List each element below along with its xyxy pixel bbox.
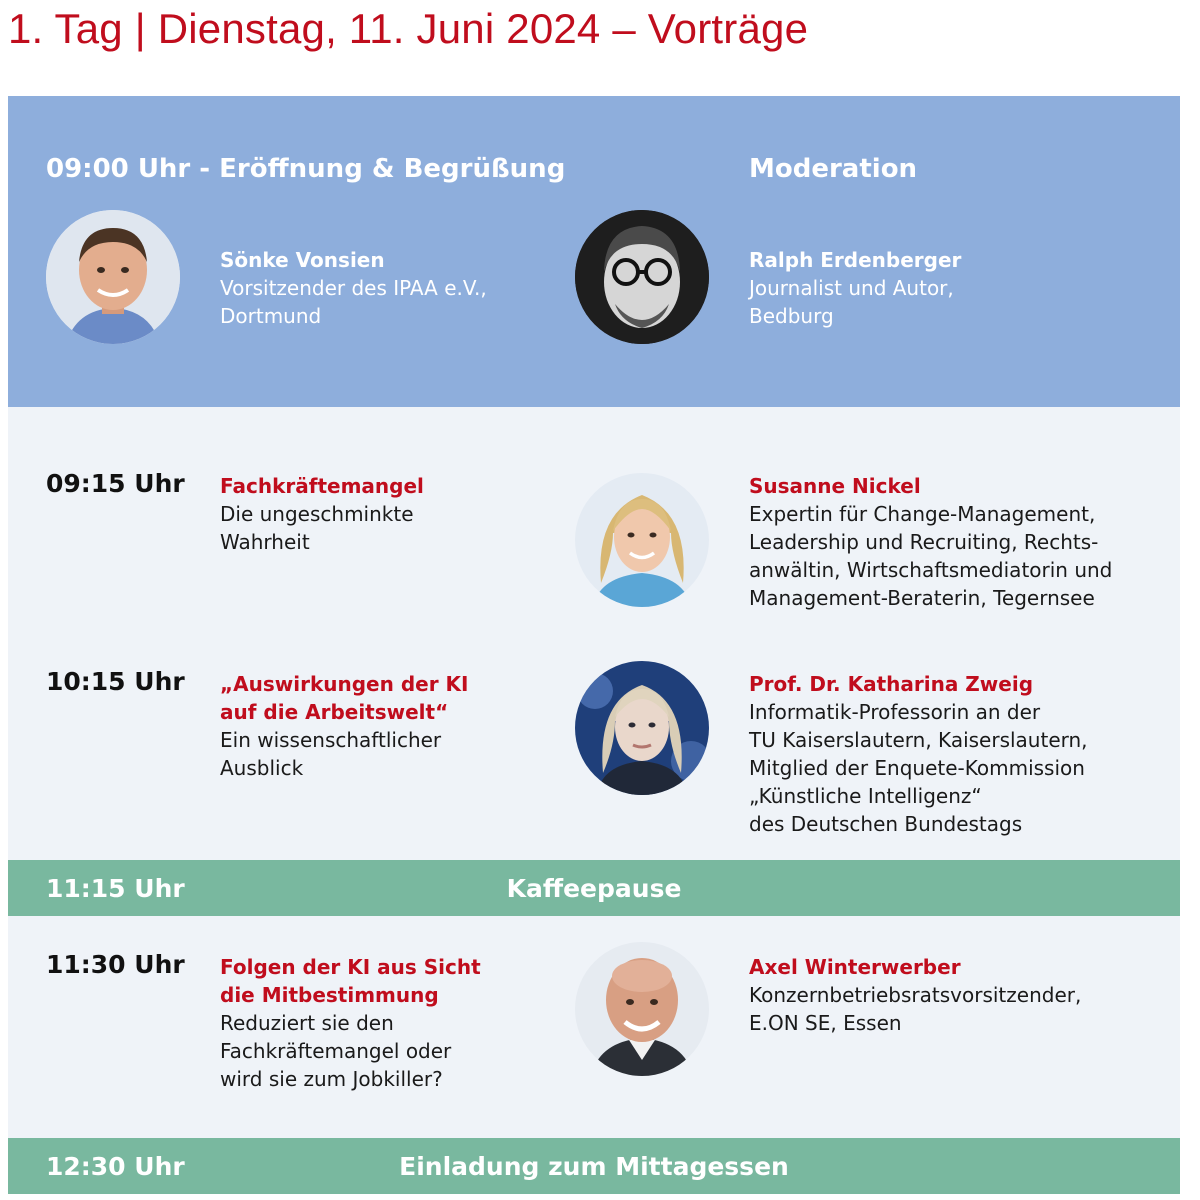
talk-title: Fachkräftemangel — [220, 474, 424, 498]
talk-topic — [220, 953, 481, 1093]
talks-late-morning-section — [8, 916, 1180, 1138]
talk-speaker-bio: Mitglied der Enquete-Kommission — [749, 756, 1085, 780]
moderator-info — [749, 246, 961, 330]
moderation-heading: Moderation — [749, 154, 918, 184]
speaker-photo-katharina-zweig — [575, 661, 709, 795]
talk-subtitle: Reduziert sie den — [220, 1011, 394, 1035]
talk-title: auf die Arbeitswelt“ — [220, 700, 449, 724]
talk-title: Folgen der KI aus Sicht — [220, 955, 481, 979]
talk-time: 10:15 Uhr — [46, 667, 185, 696]
moderator-line: Bedburg — [749, 304, 834, 328]
opening-speaker-line: Vorsitzender des IPAA e.V., — [220, 276, 487, 300]
opening-speaker-info — [220, 246, 487, 330]
talk-speaker-bio: „Künstliche Intelligenz“ — [749, 784, 982, 808]
talk-topic — [220, 472, 424, 556]
talk-speaker-name: Prof. Dr. Katharina Zweig — [749, 672, 1034, 696]
talk-speaker-bio: Leadership und Recruiting, Rechts- — [749, 530, 1099, 554]
coffee-break-bar — [8, 860, 1180, 916]
talk-speaker-info — [749, 472, 1112, 612]
talk-speaker-bio: TU Kaiserslautern, Kaiserslautern, — [749, 728, 1088, 752]
opening-heading: 09:00 Uhr - Eröffnung & Begrüßung — [46, 154, 566, 184]
moderator-name: Ralph Erdenberger — [749, 248, 962, 272]
talk-speaker-bio: anwältin, Wirtschaftsmediatorin und — [749, 558, 1113, 582]
talk-time: 09:15 Uhr — [46, 469, 185, 498]
talk-topic — [220, 670, 468, 782]
talk-subtitle: Ein wissenschaftlicher — [220, 728, 442, 752]
talk-speaker-bio: Konzernbetriebsratsvorsitzender, — [749, 983, 1082, 1007]
opening-speaker-name: Sönke Vonsien — [220, 248, 385, 272]
opening-section — [8, 96, 1180, 407]
talk-speaker-bio: Expertin für Change-Management, — [749, 502, 1096, 526]
opening-speaker-line: Dortmund — [220, 304, 322, 328]
talk-speaker-bio: Informatik-Professorin an der — [749, 700, 1041, 724]
break-label: Kaffeepause — [506, 874, 682, 903]
talks-morning-section — [8, 407, 1180, 860]
moderator-photo-ralph-erdenberger — [575, 210, 709, 344]
speaker-photo-axel-winterwerber — [575, 942, 709, 1076]
break-time: 12:30 Uhr — [46, 1152, 185, 1181]
talk-subtitle: Fachkräftemangel oder — [220, 1039, 452, 1063]
lunch-bar — [8, 1138, 1180, 1194]
talk-speaker-info — [749, 953, 1081, 1037]
talk-speaker-bio: Management-Beraterin, Tegernsee — [749, 586, 1095, 610]
break-time: 11:15 Uhr — [46, 874, 185, 903]
talk-speaker-bio: des Deutschen Bundestags — [749, 812, 1023, 836]
talk-subtitle: wird sie zum Jobkiller? — [220, 1067, 443, 1091]
talk-title: „Auswirkungen der KI — [220, 672, 469, 696]
talk-speaker-info — [749, 670, 1088, 838]
break-label: Einladung zum Mittagessen — [399, 1152, 789, 1181]
talk-speaker-name: Axel Winterwerber — [749, 955, 961, 979]
page-title: 1. Tag | Dienstag, 11. Juni 2024 – Vorträge — [8, 5, 809, 52]
talk-subtitle: Die ungeschminkte — [220, 502, 414, 526]
talk-subtitle: Wahrheit — [220, 530, 310, 554]
talk-speaker-bio: E.ON SE, Essen — [749, 1011, 902, 1035]
talk-time: 11:30 Uhr — [46, 950, 185, 979]
talk-title: die Mitbestimmung — [220, 983, 439, 1007]
moderator-line: Journalist und Autor, — [749, 276, 954, 300]
speaker-photo-soenke-vonsien — [46, 210, 180, 344]
speaker-photo-susanne-nickel — [575, 473, 709, 607]
talk-subtitle: Ausblick — [220, 756, 304, 780]
talk-speaker-name: Susanne Nickel — [749, 474, 921, 498]
